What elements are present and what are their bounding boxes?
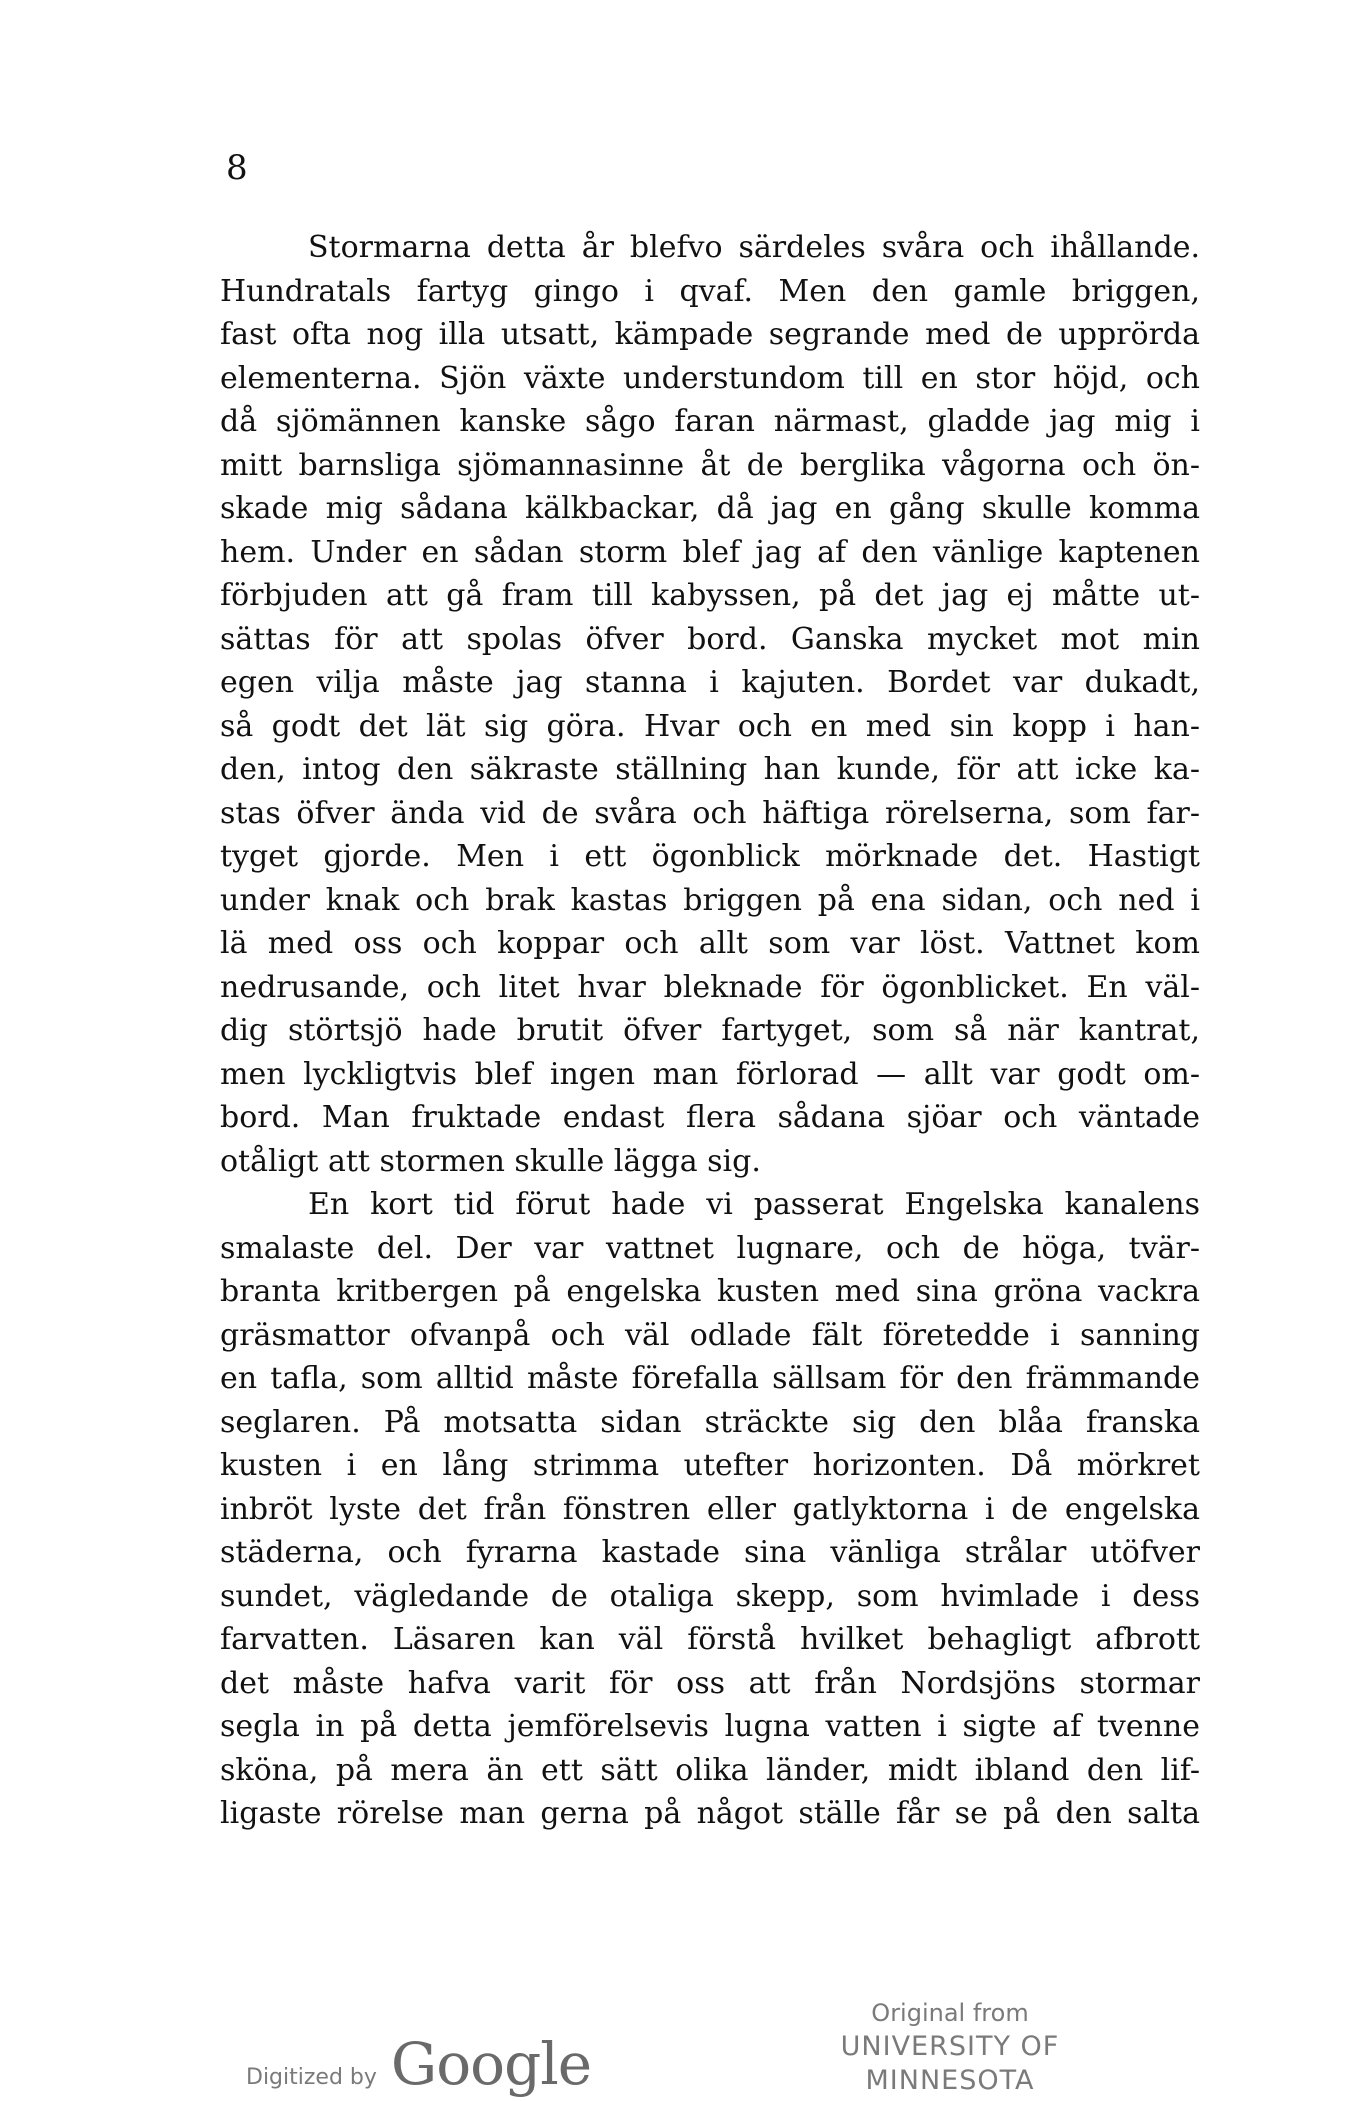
text-line: under knak och brak kastas briggen på ena sidan, och ned i: [220, 882, 1200, 918]
text-line: egen vilja måste jag stanna i kajuten. Bordet var dukadt,: [220, 665, 1200, 700]
text-line: kusten i en lång strimma utefter horizonten. Då mörkret: [220, 1448, 1200, 1483]
text-line: så godt det lät sig göra. Hvar och en med sin kopp i han-: [220, 708, 1200, 744]
text-line: elementerna. Sjön växte understundom till en stor höjd, och: [220, 360, 1200, 396]
text-line: inbröt lyste det från fönstren eller gatlyktorna i de engelska: [220, 1491, 1200, 1527]
text-line: Stormarna detta år blefvo särdeles svåra och ihållande.: [308, 230, 1200, 265]
text-line: lä med oss och koppar och allt som var löst. Vattnet kom: [220, 926, 1200, 961]
text-line: Hundratals fartyg gingo i qvaf. Men den gamle briggen,: [220, 273, 1200, 309]
text-line: det måste hafva varit för oss att från Nordsjöns stormar: [220, 1665, 1200, 1701]
text-line: sköna, på mera än ett sätt olika länder, midt ibland den lif-: [220, 1752, 1200, 1788]
text-line: mitt barnsliga sjömannasinne åt de berglika vågorna och ön-: [220, 447, 1200, 483]
text-line: otåligt att stormen skulle lägga sig.: [220, 1143, 761, 1179]
google-logo: Google: [390, 2030, 592, 2098]
text-line: en tafla, som alltid måste förefalla sällsam för den främmande: [220, 1361, 1200, 1396]
text-line: fast ofta nog illa utsatt, kämpade segrande med de upprörda: [220, 317, 1200, 352]
text-line: seglaren. På motsatta sidan sträckte sig den blåa franska: [220, 1404, 1200, 1440]
text-line: städerna, och fyrarna kastade sina vänliga strålar utöfver: [220, 1535, 1200, 1570]
text-line: stas öfver ända vid de svåra och häftiga rörelserna, som far-: [220, 795, 1200, 831]
body-text: [220, 226, 1200, 1836]
text-line: förbjuden att gå fram till kabyssen, på det jag ej måtte ut-: [220, 578, 1200, 613]
text-line: den, intog den säkraste ställning han kunde, för att icke ka-: [220, 752, 1200, 787]
page-number: 8: [226, 148, 248, 188]
text-line: branta kritbergen på engelska kusten med sina gröna vackra: [220, 1274, 1200, 1309]
text-line: bord. Man fruktade endast flera sådana sjöar och väntade: [220, 1100, 1200, 1135]
text-line: smalaste del. Der var vattnet lugnare, och de höga, tvär-: [220, 1230, 1200, 1266]
digitized-by-footer: [246, 2030, 591, 2098]
text-line: men lyckligtvis blef ingen man förlorad — allt var godt om-: [220, 1056, 1200, 1092]
digitized-by-label: Digitized by: [246, 2065, 377, 2090]
text-line: tyget gjorde. Men i ett ögonblick mörknade det. Hastigt: [220, 839, 1200, 874]
institution-name: UNIVERSITY OF MINNESOTA: [840, 2031, 1060, 2096]
text-line: ligaste rörelse man gerna på något ställe får se på den salta: [220, 1796, 1200, 1831]
text-line: farvatten. Läsaren kan väl förstå hvilket behagligt afbrott: [220, 1622, 1200, 1657]
text-line: då sjömännen kanske sågo faran närmast, gladde jag mig i: [220, 404, 1200, 439]
original-from-label: Original from: [871, 1999, 1029, 2027]
text-line: sättas för att spolas öfver bord. Ganska mycket mot min: [220, 621, 1200, 657]
text-line: hem. Under en sådan storm blef jag af den vänlige kaptenen: [220, 534, 1200, 570]
text-line: segla in på detta jemförelsevis lugna vatten i sigte af tvenne: [220, 1709, 1200, 1744]
original-source-footer: [760, 1996, 1140, 2098]
text-line: dig störtsjö hade brutit öfver fartyget, som så när kantrat,: [220, 1013, 1200, 1048]
text-line: gräsmattor ofvanpå och väl odlade fält företedde i sanning: [220, 1317, 1200, 1353]
text-line: sundet, vägledande de otaliga skepp, som hvimlade i dess: [220, 1578, 1200, 1614]
text-line: skade mig sådana kälkbackar, då jag en gång skulle komma: [220, 491, 1200, 526]
text-line: En kort tid förut hade vi passerat Engelska kanalens: [308, 1187, 1200, 1222]
text-line: nedrusande, och litet hvar bleknade för ögonblicket. En väl-: [220, 969, 1200, 1005]
